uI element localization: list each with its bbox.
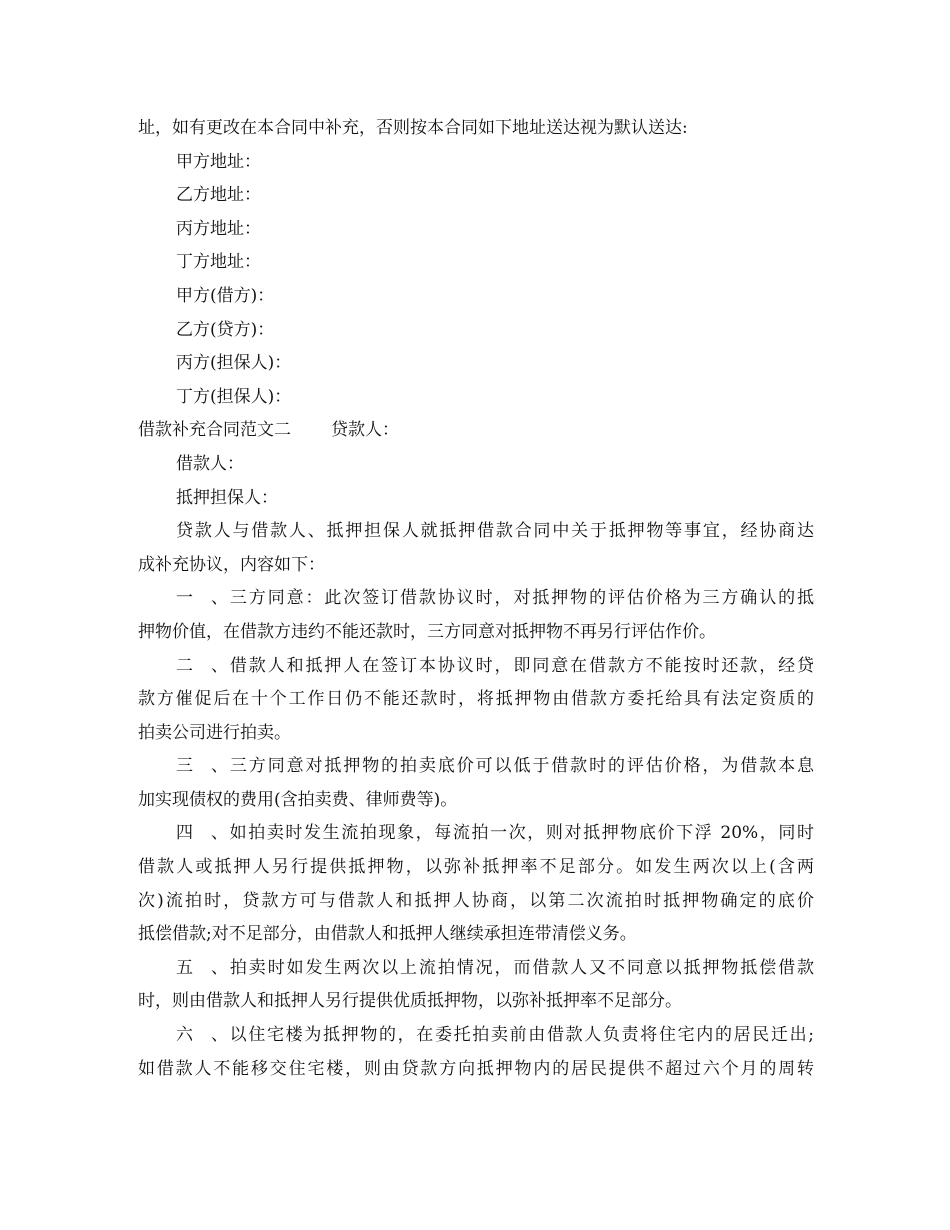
preamble-line: 成补充协议，内容如下： <box>138 554 325 575</box>
clause-1-line <box>138 582 814 616</box>
document-body <box>138 112 814 1086</box>
clause-5-line: 时，则由借款人和抵押人另行提供优质抵押物，以弥补抵押率不足部分。 <box>138 991 682 1012</box>
address-jia: 甲方地址： <box>176 151 261 172</box>
clause-5-line <box>138 952 814 986</box>
address-ding: 丁方地址： <box>176 252 261 273</box>
preamble-line: 贷款人与借款人、抵押担保人就抵押借款合同中关于抵押物等事宜，经协商达 <box>176 521 814 542</box>
clause-1-text: 三方同意：此次签订借款协议时，对抵押物的评估价格为三方确认的抵 <box>228 588 814 609</box>
signatory-bing: 丙方(担保人)： <box>176 353 292 374</box>
clause-4-text: 如拍卖时发生流拍现象，每流拍一次，则对抵押物底价下浮 20%，同时 <box>228 823 814 844</box>
intro-line: 址，如有更改在本合同中补充，否则按本合同如下地址送达视为默认送达: <box>138 118 688 138</box>
signatory-yi: 乙方(贷方)： <box>176 319 275 340</box>
clause-6-line <box>138 1019 814 1053</box>
clause-2-line <box>138 650 814 684</box>
clause-6-text: 以住宅楼为抵押物的，在委托拍卖前由借款人负责将住宅内的居民迁出; <box>228 1025 814 1046</box>
clause-4-line <box>138 817 814 851</box>
lender-label: 贷款人： <box>331 420 399 441</box>
guarantor-label: 抵押担保人： <box>176 487 278 508</box>
clause-1-number: 一、 <box>176 588 228 609</box>
clause-1-line: 押物价值，在借款方违约不能还款时，三方同意对抵押物不再另行评估作价。 <box>138 621 716 642</box>
clause-4-line: 次)流拍时，贷款方可与借款人和抵押人协商，以第二次流拍时抵押物确定的底价 <box>138 890 814 911</box>
clause-2-number: 二、 <box>176 655 228 676</box>
borrower-label: 借款人： <box>176 453 244 474</box>
clause-4-line: 抵偿借款;对不足部分，由借款人和抵押人继续承担连带清偿义务。 <box>138 924 637 945</box>
clause-3-text: 三方同意对抵押物的拍卖底价可以低于借款时的评估价格，为借款本息 <box>228 756 814 777</box>
clause-2-line: 拍卖公司进行拍卖。 <box>138 722 291 743</box>
clause-6-number: 六、 <box>176 1025 228 1046</box>
clause-5-text: 拍卖时如发生两次以上流拍情况，而借款人又不同意以抵押物抵偿借款 <box>228 957 814 978</box>
signatory-ding: 丁方(担保人)： <box>176 386 292 407</box>
clause-6-line: 如借款人不能移交住宅楼，则由贷款方向抵押物内的居民提供不超过六个月的周转 <box>138 1058 814 1079</box>
section2-heading-line <box>138 414 814 448</box>
signatory-jia: 甲方(借方)： <box>176 285 275 306</box>
clause-4-line: 借款人或抵押人另行提供抵押物，以弥补抵押率不足部分。如发生两次以上(含两 <box>138 857 814 878</box>
clause-2-text: 借款人和抵押人在签订本协议时，即同意在借款方不能按时还款，经贷 <box>228 655 814 676</box>
clause-3-line <box>138 750 814 784</box>
clause-5-number: 五、 <box>176 957 228 978</box>
clause-3-number: 三、 <box>176 756 228 777</box>
address-bing: 丙方地址： <box>176 218 261 239</box>
clause-3-line: 加实现债权的费用(含拍卖费、律师费等)。 <box>138 789 458 810</box>
clause-2-line: 款方催促后在十个工作日仍不能还款时，将抵押物由借款方委托给具有法定资质的 <box>138 689 814 710</box>
clause-4-number: 四、 <box>176 823 228 844</box>
section2-title: 借款补充合同范文二 <box>138 420 291 441</box>
address-yi: 乙方地址： <box>176 185 261 206</box>
